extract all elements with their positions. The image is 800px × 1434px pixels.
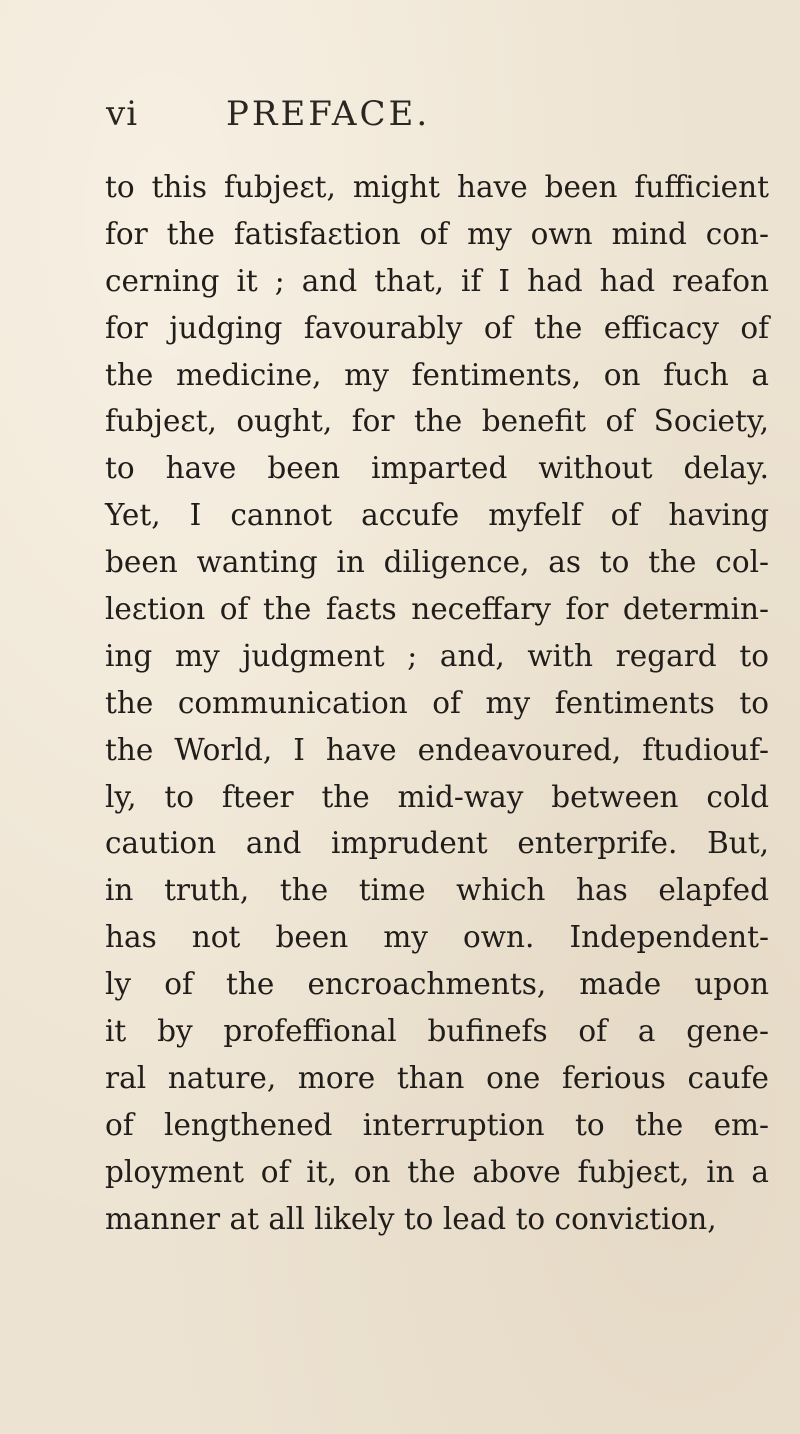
text-line: cerning it ; and that, if I had had reafon <box>105 263 769 298</box>
text-line: has not been my own. Independent- <box>105 920 769 955</box>
text-line: for judging favourably of the efficacy of <box>105 310 769 345</box>
text-line: to have been imparted without delay. <box>105 451 769 486</box>
text-line: caution and imprudent enterprife. But, <box>105 826 769 861</box>
running-head <box>106 94 706 144</box>
text-line: the World, I have endeavoured, ftudiouf- <box>105 732 769 767</box>
page-number: vi <box>106 94 139 134</box>
text-line: for the fatisfaɛtion of my own mind con- <box>105 216 769 251</box>
text-line: Yet, I cannot accufe myfelf of having <box>105 498 769 533</box>
text-line: the communication of my fentiments to <box>105 685 769 720</box>
text-line: to this fubjeɛt, might have been fufficient <box>105 170 769 204</box>
text-line: in truth, the time which has elapfed <box>105 873 769 908</box>
text-line: been wanting in diligence, as to the col- <box>105 545 769 580</box>
text-line: manner at all likely to lead to conviɛtion, <box>105 1201 717 1236</box>
text-line: ployment of it, on the above fubjeɛt, in a <box>105 1154 769 1189</box>
text-line: the medicine, my fentiments, on fuch a <box>105 357 769 392</box>
body-text <box>105 164 769 1242</box>
text-line: fubjeɛt, ought, for the benefit of Society, <box>105 404 769 439</box>
text-line: ing my judgment ; and, with regard to <box>105 638 769 673</box>
text-line: leɛtion of the faɛts neceffary for determin- <box>105 592 769 627</box>
running-title: PREFACE. <box>226 94 431 134</box>
text-line: ly of the encroachments, made upon <box>105 967 769 1002</box>
text-line: ral nature, more than one ferious caufe <box>105 1060 769 1095</box>
text-line: ly, to fteer the mid-way between cold <box>105 779 769 814</box>
text-line: of lengthened interruption to the em- <box>105 1107 769 1142</box>
text-line: it by profeffional bufinefs of a gene- <box>105 1014 769 1049</box>
